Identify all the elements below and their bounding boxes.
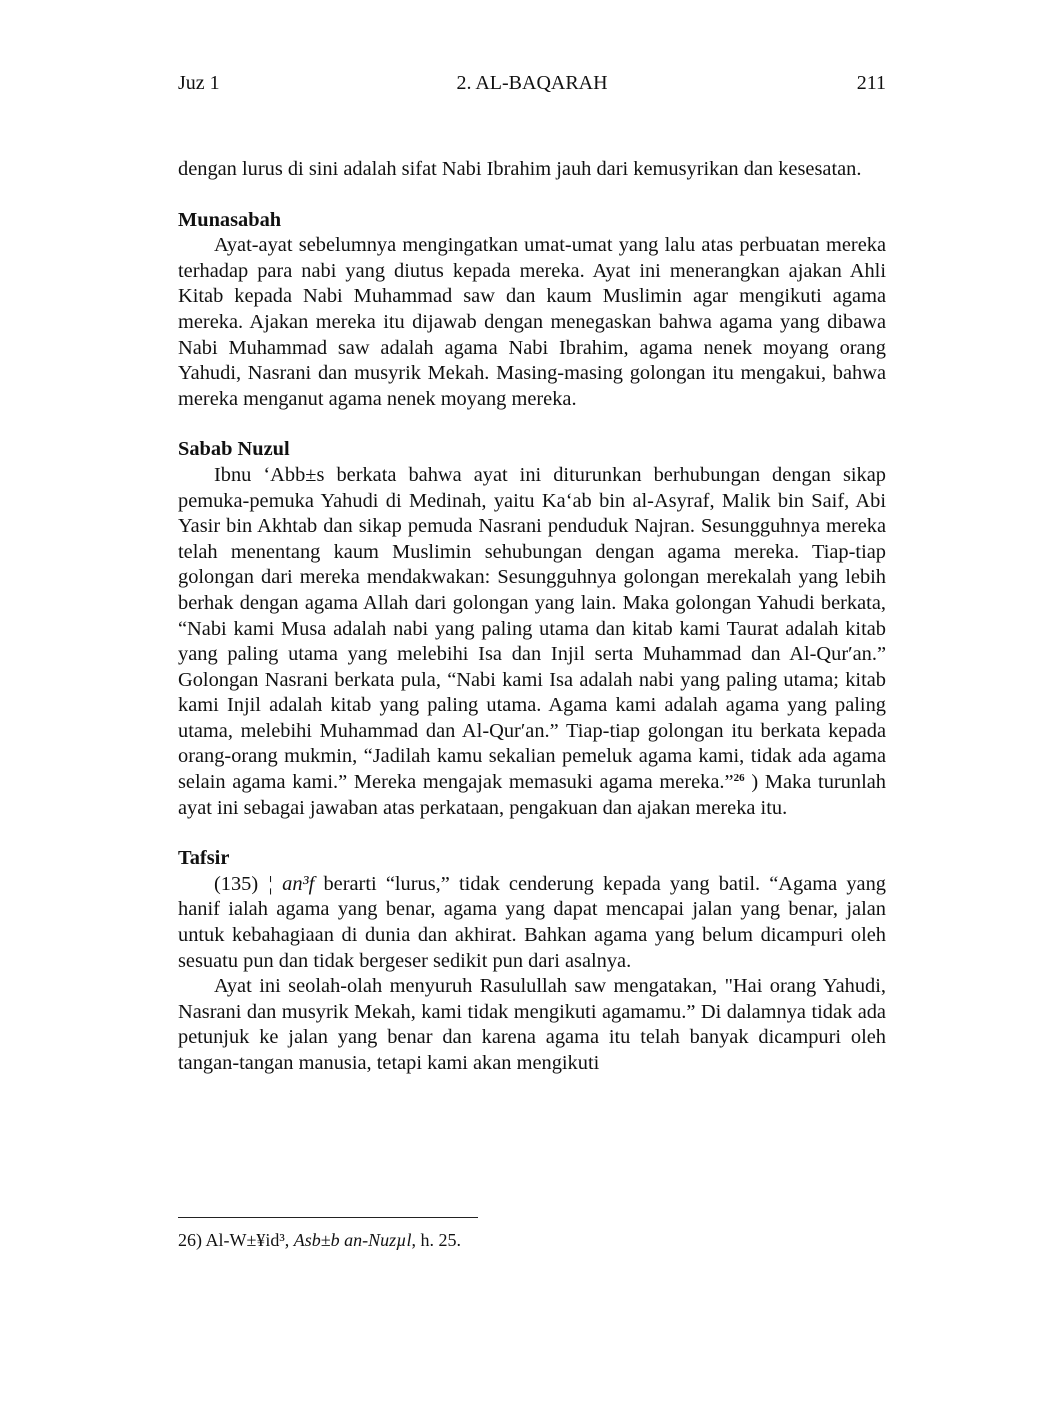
munasabah-heading: Munasabah [178,208,282,231]
tafsir-paragraph-1 [178,872,886,974]
sabab-nuzul-text: Ibnu ‘Abb±s berkata bahwa ayat ini diturunkan berhubungan dengan sikap pemuka-pemuka Yahudi di Medinah, yaitu Ka‘ab bin al-Asyraf, Malik bin Saif, Abi Yasir bin Akhtab dan sikap pemuda Nasrani penduduk Najran. Sesungguhnya mereka telah menentang kaum Muslimin sehubungan dengan agama mereka. Tiap-tiap golongan dari mereka mendakwakan: Sesungguhnya golongan merekalah yang lebih berhak dengan agama Allah dari golongan yang lain. Maka golongan Yahudi berkata, “Nabi kami Musa adalah nabi yang paling utama dan kitab kami Taurat adalah kitab yang paling utama yang melebihi Isa dan Injil serta Muhammad dan Al-Qur′an.” Golongan Nasrani berkata pula, “Nabi kami Isa adalah nabi yang paling utama; kitab kami Injil adalah kitab yang paling utama. Agama kami adalah agama yang paling utama, melebihi Muhammad dan Al-Qur′an.” Tiap-tiap golongan itu berkata kepada orang-orang mukmin, “Jadilah kamu sekalian pemeluk agama kami, tidak ada agama selain agama kami.” Mereka mengajak memasuki agama mereka.” [178,463,886,794]
intro-paragraph: dengan lurus di sini adalah sifat Nabi Ibrahim jauh dari kemusyrikan dan kesesatan. [178,158,862,180]
header-surah-title: 2. AL-BAQARAH [456,72,608,94]
verse-number: (135) [214,872,259,895]
footnote [178,1228,461,1252]
footnote-ref: 26 [733,772,745,785]
sabab-nuzul-paragraph [178,463,886,821]
page-body [178,157,886,1077]
footnote-suffix: , h. 25. [411,1230,462,1250]
tafsir-heading: Tafsir [178,847,230,870]
footnote-book-title: Asb±b an-Nuzµl [293,1230,412,1250]
sabab-nuzul-text-end: ) Maka turunlah ayat ini sebagai jawaban atas perkataan, pengakuan dan ajakan mereka itu. [178,771,886,819]
header-juz: Juz 1 [178,72,220,94]
tafsir-text-1: berarti “lurus,” tidak cenderung kepada yang batil. “Agama yang hanif ialah agama yang benar, agama yang dapat mencapai jalan yang benar, jalan untuk kebahagiaan di dunia dan akhirat. Bahkan agama yang belum dicampuri oleh sesuatu pun dan tidak bergeser sedikit pun dari asalnya. [178,872,886,972]
running-header [178,72,886,100]
footnote-divider [178,1217,478,1218]
page-number: 211 [856,72,886,94]
footnote-prefix: 26) Al-W±¥id³, [178,1230,290,1250]
munasabah-paragraph: Ayat-ayat sebelumnya mengingatkan umat-umat yang lalu atas perbuatan mereka terhadap para nabi yang diutus kepada mereka. Ayat ini menerangkan ajakan Ahli Kitab kepada Nabi Muhammad saw dan kaum Muslimin agar mengikuti agama mereka. Ajakan mereka itu dijawab dengan menegaskan bahwa agama yang dibawa Nabi Muhammad saw adalah agama Nabi Ibrahim, agama nenek moyang orang Yahudi, Nasrani dan musyrik Mekah. Masing-masing golongan itu mengakui, bahwa mereka menganut agama nenek moyang mereka. [178,234,886,410]
tafsir-paragraph-2: Ayat ini seolah-olah menyuruh Rasulullah saw mengatakan, "Hai orang Yahudi, Nasrani dan musyrik Mekah, kami tidak mengikuti agamamu.” Di dalamnya tidak ada petunjuk ke jalan yang benar dan karena agama itu telah banyak dicampuri oleh tangan-tangan manusia, tetapi kami akan mengikuti [178,975,886,1074]
sabab-nuzul-heading: Sabab Nuzul [178,438,290,461]
hanif-term: ¦ an³f [267,872,315,895]
